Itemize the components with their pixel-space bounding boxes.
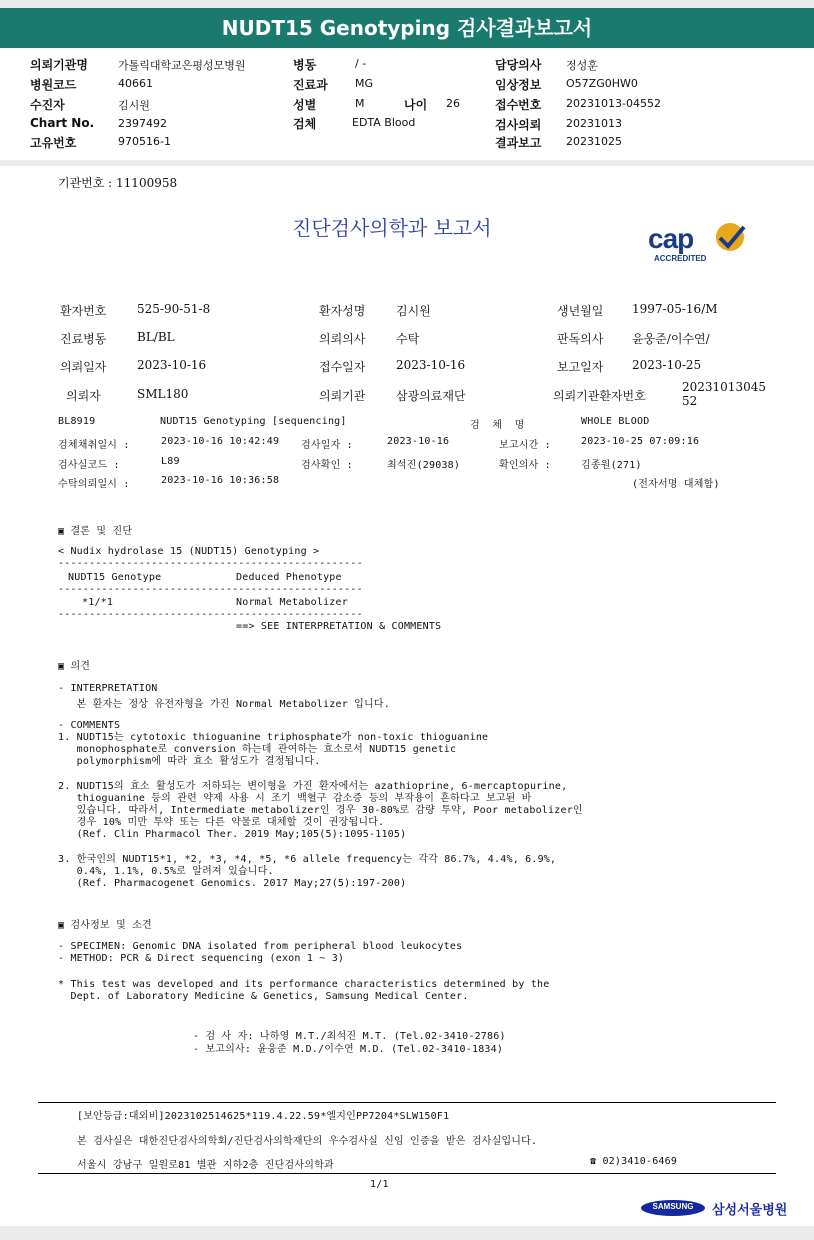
info-label: 판독의사 xyxy=(557,332,604,346)
meta-label: 결과보고 xyxy=(495,136,542,150)
hospital-name: 삼성서울병원 xyxy=(712,1203,788,1218)
confirm-doc-value: 김종원(271) xyxy=(581,460,642,471)
info-value: 2023-10-16 xyxy=(396,358,466,372)
info-label: 환자번호 xyxy=(60,304,107,318)
page-number: 1/1 xyxy=(370,1179,389,1190)
meta-label: 병원코드 xyxy=(30,78,77,92)
see-interpretation: ==> SEE INTERPRETATION & COMMENTS xyxy=(236,621,442,632)
report-heading: 진단검사의학과 보고서 xyxy=(292,216,492,240)
comment-3: 3. 한국인의 NUDT15*1, *2, *3, *4, *5, *6 allele frequency는 각각 86.7%, 4.4%, 6.9%, 0.4%, 1.1%, 0.5%로 알려져 있습니다. (Ref. Pharmacogenet Genomics. 2017 May;27(5):197-200) xyxy=(58,854,557,889)
meta-label: 성별 xyxy=(293,98,317,112)
phone-number: ☎ 02)3410-6469 xyxy=(590,1156,678,1167)
collect-value: 2023-10-16 10:42:49 xyxy=(161,436,280,447)
info-value: 2023-10-25 xyxy=(632,358,702,372)
test-code: BL8919 xyxy=(58,416,96,427)
report-page xyxy=(0,166,814,1226)
interpretation-text: 본 환자는 정상 유전자형을 가진 Normal Metabolizer 입니다. xyxy=(58,699,390,710)
dash-line: ------------------------------------------------- xyxy=(58,558,363,569)
meta-label: 접수번호 xyxy=(495,98,542,112)
exam-date-label: 검사일자 : xyxy=(301,440,353,451)
info-label: 의뢰기관 xyxy=(319,389,366,403)
meta-label: 담당의사 xyxy=(495,58,542,72)
meta-value: 2397492 xyxy=(118,117,167,130)
confirm-value: 최석진(29038) xyxy=(387,460,461,471)
interpretation-heading: - INTERPRETATION xyxy=(58,683,158,694)
specimen-line: - SPECIMEN: Genomic DNA isolated from peripheral blood leukocytes xyxy=(58,941,463,952)
footer-divider xyxy=(38,1173,776,1174)
info-label: 진료병동 xyxy=(60,332,107,346)
meta-value: O57ZG0HW0 xyxy=(566,77,638,90)
meta-label: 검체 xyxy=(293,117,317,131)
confirm-label: 검사확인 : xyxy=(301,460,353,471)
receive-value: 2023-10-16 10:36:58 xyxy=(161,475,280,486)
development-note: * This test was developed and its performance characteristics determined by the Dept. of Laboratory Medicine & Genetics, Samsung Medical Center. xyxy=(58,979,550,1002)
info-label: 환자성명 xyxy=(319,304,366,318)
info-value: 525-90-51-8 xyxy=(137,302,211,316)
col-phenotype-header: Deduced Phenotype xyxy=(236,572,342,583)
meta-label: 임상정보 xyxy=(495,78,542,92)
meta-value: EDTA Blood xyxy=(352,116,416,129)
meta-value: 20231013-04552 xyxy=(566,97,661,110)
meta-value: 20231025 xyxy=(566,135,622,148)
meta-label: 고유번호 xyxy=(30,136,77,150)
address: 서울시 강남구 일원로81 별관 지하2층 진단검사의학과 xyxy=(77,1160,334,1171)
col-genotype-header: NUDT15 Genotype xyxy=(68,572,162,583)
info-value: 윤웅준/이수연/ xyxy=(632,332,710,346)
meta-value: 정성훈 xyxy=(566,59,598,72)
comment-1: 1. NUDT15는 cytotoxic thioguanine triphosphate가 non-toxic thioguanine monophosphate로 conversion 하는데 관여하는 효소로서 NUDT15 genetic polymorphism에 따라 효소 활성도가 결정됩니다. xyxy=(58,732,489,767)
report-time-value: 2023-10-25 07:09:16 xyxy=(581,436,700,447)
gene-header: < Nudix hydrolase 15 (NUDT15) Genotyping > xyxy=(58,546,320,557)
section-opinion-title: ▣ 의견 xyxy=(58,661,91,672)
collect-label: 검체채취일시 : xyxy=(58,440,130,451)
footer-divider xyxy=(38,1102,776,1103)
report-title: NUDT15 Genotyping 검사결과보고서 xyxy=(0,8,814,48)
report-time-label: 보고시간 : xyxy=(499,440,551,451)
info-label: 의뢰일자 xyxy=(60,360,107,374)
exam-date-value: 2023-10-16 xyxy=(387,436,450,447)
info-value: 김시원 xyxy=(396,304,431,318)
order-metadata xyxy=(0,48,814,160)
method-line: - METHOD: PCR & Direct sequencing (exon 1 ~ 3) xyxy=(58,953,345,964)
meta-value: 40661 xyxy=(118,77,153,90)
dash-line: ------------------------------------------------- xyxy=(58,584,363,595)
info-label: 의뢰기관환자번호 xyxy=(553,389,646,403)
dash-line: ------------------------------------------------- xyxy=(58,609,363,620)
info-value: 수탁 xyxy=(396,332,420,346)
meta-label: 나이 xyxy=(404,98,428,112)
genotype-value: *1/*1 xyxy=(82,597,114,608)
meta-value: / - xyxy=(355,57,367,70)
section-testinfo-title: ▣ 검사정보 및 소견 xyxy=(58,920,152,931)
specimen-value: WHOLE BLOOD xyxy=(581,416,650,427)
reporter-line: - 보고의사: 윤웅준 M.D./이수연 M.D. (Tel.02-3410-1834) xyxy=(193,1044,504,1055)
test-name: NUDT15 Genotyping [sequencing] xyxy=(160,416,347,427)
info-value: 삼광의료재단 xyxy=(396,389,466,403)
info-value: 2023-10-16 xyxy=(137,358,207,372)
receive-label: 수탁의뢰일시 : xyxy=(58,479,130,490)
meta-value: MG xyxy=(355,77,374,90)
info-label: 보고일자 xyxy=(557,360,604,374)
info-value: BL/BL xyxy=(137,330,175,344)
info-value: SML180 xyxy=(137,387,189,401)
meta-value: 26 xyxy=(446,97,460,110)
meta-label: Chart No. xyxy=(30,116,95,130)
info-label: 생년월일 xyxy=(557,304,604,318)
info-value: 1997-05-16/M xyxy=(632,302,718,316)
info-label: 의뢰자 xyxy=(66,389,101,403)
info-label: 의뢰의사 xyxy=(319,332,366,346)
examiner-line: - 검 사 자: 나하영 M.T./최석진 M.T. (Tel.02-3410-2786) xyxy=(193,1031,506,1042)
meta-label: 병동 xyxy=(293,58,317,72)
meta-label: 의뢰기관명 xyxy=(30,58,88,72)
meta-value: 김시원 xyxy=(118,99,150,112)
cap-accredited-logo: cap ACCREDITED xyxy=(648,221,748,267)
meta-label: 검사의뢰 xyxy=(495,118,542,132)
specimen-label: 검 체 명 xyxy=(470,420,525,431)
meta-value: 970516-1 xyxy=(118,135,171,148)
meta-value: 가톨릭대학교은평성모병원 xyxy=(118,59,246,72)
info-label: 접수일자 xyxy=(319,360,366,374)
institution-number: 기관번호 : 11100958 xyxy=(58,176,178,190)
meta-value: 20231013 xyxy=(566,117,622,130)
samsung-logo: SAMSUNG xyxy=(640,1199,706,1217)
info-value: 2023101304552 xyxy=(682,380,766,408)
meta-value: M xyxy=(355,97,365,110)
confirm-doc-label: 확인의사 : xyxy=(499,460,551,471)
lab-code-label: 검사실코드 : xyxy=(58,460,120,471)
comment-2: 2. NUDT15의 효소 활성도가 저하되는 변이형을 가진 환자에서는 azathioprine, 6-mercaptopurine, thioguanine 등의 관련 약제 사용 시 조기 백혈구 감소증 등의 부작용이 흔하다고 보고된 바 있습니다. 따라서, Intermediate metabolizer인 경우 30-80%로 감량 투약, Poor metabolizer인 경우 10% 미만 투약 또는 다른 약물로 대체할 것이 권장됩니다. (Ref. Clin Pharmacol Ther. 2019 May;105(5):1095-1105) xyxy=(58,781,583,840)
certification-text: 본 검사실은 대한진단검사의학회/진단검사의학재단의 우수검사실 신임 인증을 받은 검사실입니다. xyxy=(77,1136,538,1147)
security-line: [보안등급:대외비]2023102514625*119.4.22.59*엘지인PP7204*SLW150F1 xyxy=(77,1111,450,1122)
meta-label: 수진자 xyxy=(30,98,65,112)
esign-note: (전자서명 대체함) xyxy=(632,479,720,490)
comments-heading: - COMMENTS xyxy=(58,720,121,731)
phenotype-value: Normal Metabolizer xyxy=(236,597,348,608)
meta-label: 진료과 xyxy=(293,78,328,92)
section-conclusion-title: ▣ 결론 및 진단 xyxy=(58,526,133,537)
lab-code-value: L89 xyxy=(161,456,180,467)
